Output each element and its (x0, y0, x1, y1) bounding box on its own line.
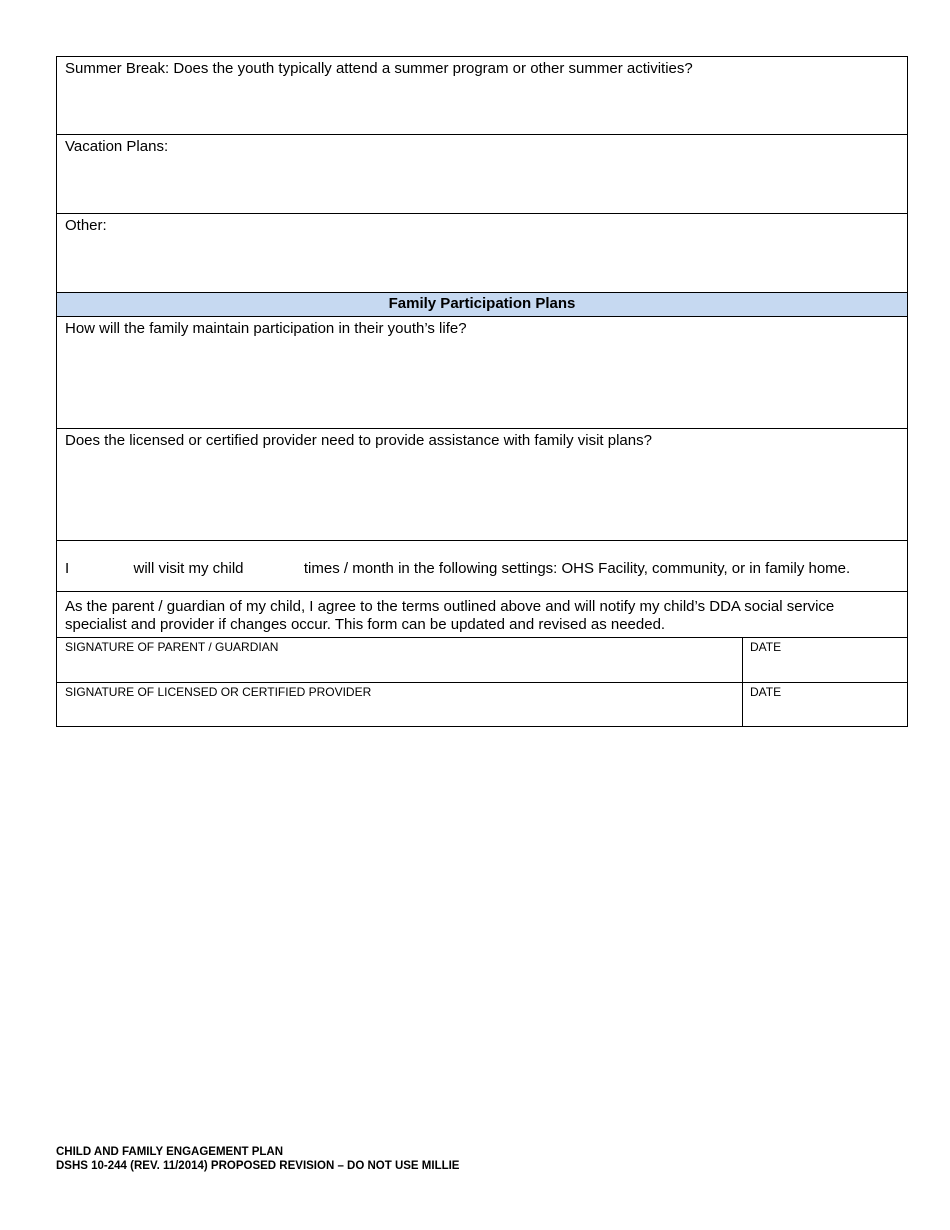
other-field[interactable] (56, 214, 908, 293)
other-label: Other: (65, 217, 107, 234)
summer-break-field[interactable] (56, 56, 908, 135)
provider-date-field[interactable] (743, 683, 907, 726)
visit-frequency-row (56, 541, 908, 592)
maintain-participation-label: How will the family maintain participation in their youth’s life? (65, 320, 467, 337)
footer-form-id: DSHS 10-244 (REV. 11/2014) PROPOSED REVISION – DO NOT USE MILLIE (56, 1160, 460, 1172)
visit-text-2: will visit my child (133, 560, 244, 577)
provider-date-label: DATE (750, 685, 782, 699)
vacation-plans-field[interactable] (56, 135, 908, 214)
footer-title: CHILD AND FAMILY ENGAGEMENT PLAN (56, 1146, 284, 1158)
page-footer (56, 1145, 459, 1173)
parent-signature-row (56, 638, 908, 683)
parent-signature-label: SIGNATURE OF PARENT / GUARDIAN (65, 640, 279, 654)
visit-text-3: times / month in the following settings: OHS Facility, community, or in family home. (303, 560, 851, 577)
provider-assistance-field[interactable] (56, 429, 908, 541)
provider-signature-label: SIGNATURE OF LICENSED OR CERTIFIED PROVIDER (65, 685, 372, 699)
agreement-text: As the parent / guardian of my child, I agree to the terms outlined above and will notify my child’s DDA social service specialist and provider if changes occur. This form can be updated and revised as needed. (65, 598, 835, 633)
agreement-row (56, 592, 908, 638)
provider-signature-row (56, 683, 908, 727)
summer-break-label: Summer Break: Does the youth typically attend a summer program or other summer activities? (65, 60, 693, 77)
visit-text-1: I (65, 560, 70, 577)
engagement-form (56, 56, 908, 727)
maintain-participation-field[interactable] (56, 317, 908, 429)
parent-signature-field[interactable] (57, 638, 743, 682)
parent-date-label: DATE (750, 640, 782, 654)
provider-assistance-label: Does the licensed or certified provider need to provide assistance with family visit plans? (65, 432, 652, 449)
provider-signature-field[interactable] (57, 683, 743, 726)
section-header: Family Participation Plans (56, 293, 908, 317)
vacation-plans-label: Vacation Plans: (65, 138, 169, 155)
parent-date-field[interactable] (743, 638, 907, 682)
